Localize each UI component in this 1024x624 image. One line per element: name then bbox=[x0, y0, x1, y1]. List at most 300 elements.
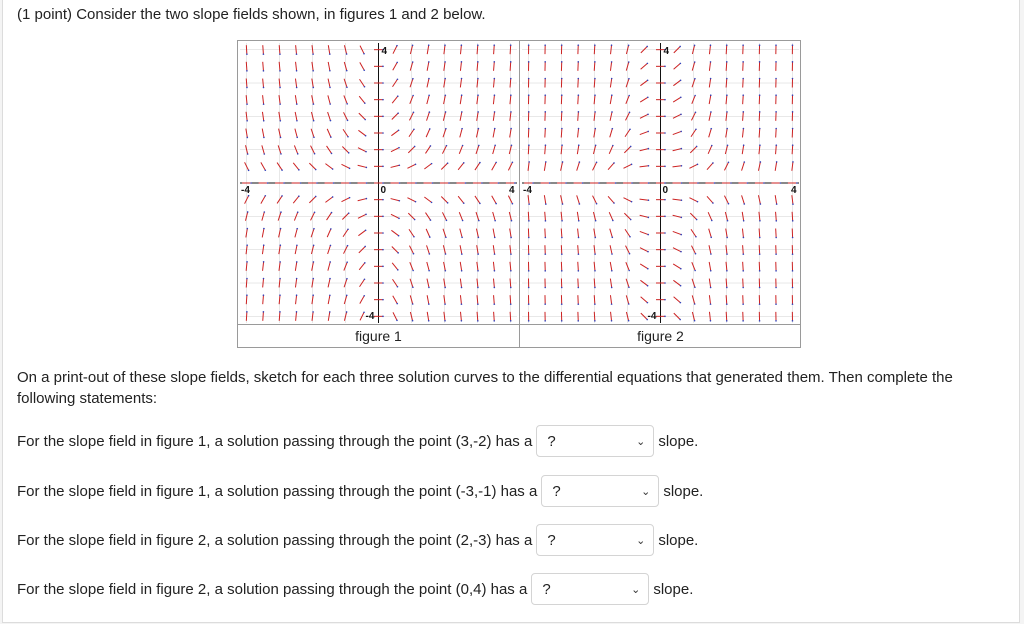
slope-segment-tip bbox=[776, 161, 778, 163]
slope-segment bbox=[359, 96, 365, 103]
slope-segment-tip bbox=[681, 217, 683, 219]
slope-segment-tip bbox=[329, 294, 331, 296]
slope-segment-tip bbox=[695, 236, 697, 238]
slope-segment bbox=[460, 62, 461, 71]
slope-segment-tip bbox=[775, 320, 777, 322]
slope-segment bbox=[528, 145, 529, 154]
slope-segment-tip bbox=[250, 182, 252, 184]
question-1-dropdown[interactable] bbox=[536, 425, 654, 457]
slope-segment-tip bbox=[561, 320, 563, 322]
slope-segment-tip bbox=[611, 111, 613, 113]
slope-segment-tip bbox=[493, 320, 495, 322]
slope-segment-tip bbox=[710, 287, 712, 289]
slope-segment-tip bbox=[280, 211, 282, 213]
slope-segment-tip bbox=[461, 61, 463, 63]
slope-segment-tip bbox=[578, 94, 580, 96]
slope-segment bbox=[510, 245, 511, 254]
slope-segment-tip bbox=[759, 320, 761, 322]
slope-segment-tip bbox=[612, 128, 614, 130]
slope-segment-tip bbox=[510, 320, 512, 322]
slope-segment-tip bbox=[628, 320, 630, 322]
slope-segment bbox=[246, 62, 247, 71]
question-2-text: For the slope field in figure 1, a solution passing through the point (-3,-1) has a bbox=[17, 482, 538, 500]
problem-panel bbox=[2, 0, 1020, 623]
figure-2-caption: figure 2 bbox=[637, 328, 684, 344]
slope-segment bbox=[246, 45, 247, 54]
slope-segment bbox=[709, 95, 711, 104]
slope-segment bbox=[358, 130, 365, 135]
slope-segment-tip bbox=[544, 78, 546, 80]
slope-segment-tip bbox=[664, 166, 666, 168]
slope-segment bbox=[424, 164, 431, 169]
slope-segment-tip bbox=[694, 78, 696, 80]
slope-segment bbox=[577, 162, 580, 171]
slope-segment-tip bbox=[726, 44, 728, 46]
slope-segment-tip bbox=[528, 270, 530, 272]
slope-segment bbox=[477, 79, 478, 88]
question-4-dropdown[interactable] bbox=[531, 573, 649, 605]
slope-segment-tip bbox=[631, 201, 633, 203]
slope-segment-tip bbox=[396, 62, 398, 64]
slope-segment bbox=[360, 62, 364, 70]
slope-segment-tip bbox=[382, 299, 384, 301]
slope-segment-tip bbox=[611, 253, 613, 255]
slope-segment-tip bbox=[246, 294, 248, 296]
slope-segment-tip bbox=[775, 287, 777, 289]
slope-segment-tip bbox=[365, 230, 367, 232]
slope-segment bbox=[477, 295, 478, 304]
slope-segment-tip bbox=[494, 145, 496, 147]
slope-segment-tip bbox=[279, 311, 281, 313]
slope-segment-tip bbox=[330, 228, 332, 230]
slope-segment-tip bbox=[412, 95, 414, 97]
slope-segment-tip bbox=[279, 261, 281, 263]
slope-segment-tip bbox=[680, 131, 682, 133]
chevron-down-icon: ⌄ bbox=[641, 485, 651, 498]
slope-segment-tip bbox=[615, 182, 617, 184]
slope-segment bbox=[295, 229, 297, 238]
slope-segment-tip bbox=[414, 146, 416, 148]
slope-segment bbox=[262, 129, 264, 138]
slope-segment-tip bbox=[461, 128, 463, 130]
slope-segment-tip bbox=[346, 70, 348, 72]
slope-segment-tip bbox=[280, 137, 282, 139]
slope-segment-tip bbox=[280, 244, 282, 246]
slope-segment bbox=[673, 231, 681, 234]
instructions: On a print-out of these slope fields, sketch for each three solution curves to the differential equations that generated them. Then complete the following statements: bbox=[17, 369, 953, 407]
slope-segment-tip bbox=[445, 94, 447, 96]
slope-segment bbox=[279, 279, 280, 288]
slope-segment-tip bbox=[398, 218, 400, 220]
slope-segment-tip bbox=[727, 220, 729, 222]
slope-segment bbox=[742, 162, 745, 171]
slope-segment bbox=[709, 312, 710, 321]
slope-segment bbox=[545, 212, 546, 221]
question-2-dropdown[interactable] bbox=[541, 475, 659, 507]
slope-segment bbox=[295, 95, 296, 104]
slope-segment-tip bbox=[462, 145, 464, 147]
slope-segment-tip bbox=[742, 44, 744, 46]
slope-segment bbox=[578, 229, 579, 238]
slope-segment bbox=[246, 112, 247, 121]
slope-segment bbox=[594, 112, 595, 121]
slope-segment-tip bbox=[711, 145, 713, 147]
slope-segment-tip bbox=[628, 270, 630, 272]
slope-segment bbox=[458, 163, 464, 170]
slope-segment bbox=[709, 229, 712, 238]
slope-segment bbox=[358, 230, 365, 235]
slope-segment bbox=[460, 95, 461, 104]
slope-segment bbox=[493, 262, 494, 271]
slope-segment-tip bbox=[759, 253, 761, 255]
slope-segment-tip bbox=[510, 303, 512, 305]
slope-segment-tip bbox=[561, 128, 563, 130]
slope-segment bbox=[477, 45, 478, 54]
slope-segment-tip bbox=[694, 45, 696, 47]
chevron-down-icon: ⌄ bbox=[636, 435, 646, 448]
slope-segment-tip bbox=[561, 144, 563, 146]
slope-segment-tip bbox=[577, 303, 579, 305]
slope-segment-tip bbox=[494, 253, 496, 255]
slope-segment-tip bbox=[680, 251, 682, 253]
slope-segment-tip bbox=[681, 165, 683, 167]
slope-segment bbox=[510, 312, 511, 321]
slope-segment-tip bbox=[431, 202, 433, 204]
slope-segment-tip bbox=[463, 202, 465, 204]
slope-segment-tip bbox=[561, 237, 563, 239]
slope-segment-tip bbox=[412, 320, 414, 322]
slope-segment-tip bbox=[695, 112, 697, 114]
slope-segment-tip bbox=[647, 251, 649, 253]
slope-segment-tip bbox=[730, 182, 732, 184]
slope-segment bbox=[391, 130, 398, 135]
slope-segment-tip bbox=[248, 170, 250, 172]
slope-segment-tip bbox=[510, 111, 512, 113]
slope-segment bbox=[759, 145, 760, 154]
slope-segment-tip bbox=[364, 119, 366, 121]
slope-segment-tip bbox=[726, 94, 728, 96]
slope-segment-tip bbox=[281, 169, 283, 171]
slope-segment bbox=[610, 279, 611, 288]
slope-segment-tip bbox=[742, 78, 744, 80]
slope-segment-tip bbox=[792, 253, 794, 255]
slope-segment-tip bbox=[296, 137, 298, 139]
slope-segment bbox=[477, 62, 478, 71]
slope-segment-tip bbox=[312, 87, 314, 89]
slope-segment-tip bbox=[445, 270, 447, 272]
slope-segment-tip bbox=[478, 220, 480, 222]
slope-segment-tip bbox=[412, 270, 414, 272]
slope-segment bbox=[391, 199, 400, 201]
slope-segment-tip bbox=[512, 203, 514, 205]
slope-segment bbox=[544, 162, 545, 171]
slope-segment-tip bbox=[664, 82, 666, 84]
slope-segment-tip bbox=[263, 87, 265, 89]
slope-segment-tip bbox=[775, 270, 777, 272]
slope-segment-tip bbox=[280, 153, 282, 155]
slope-segment-tip bbox=[528, 161, 530, 163]
slope-segment-tip bbox=[246, 103, 248, 105]
slope-segment bbox=[610, 295, 611, 304]
slope-segment-tip bbox=[296, 278, 298, 280]
slope-segment-tip bbox=[465, 182, 467, 184]
slope-segment-tip bbox=[728, 203, 730, 205]
slope-segment-tip bbox=[296, 228, 298, 230]
slope-segment-tip bbox=[528, 44, 530, 46]
slope-segment bbox=[262, 112, 263, 121]
slope-segment bbox=[561, 212, 562, 221]
slope-segment-tip bbox=[346, 311, 348, 313]
slope-segment bbox=[261, 196, 265, 204]
slope-segment-tip bbox=[382, 199, 384, 201]
slope-segment-tip bbox=[263, 70, 265, 72]
slope-segment-tip bbox=[544, 303, 546, 305]
slope-segment-tip bbox=[528, 320, 530, 322]
slope-segment-tip bbox=[578, 128, 580, 130]
chevron-down-icon: ⌄ bbox=[631, 583, 641, 596]
slope-segment bbox=[775, 195, 776, 204]
slope-segment-tip bbox=[493, 61, 495, 63]
slope-segment-tip bbox=[776, 203, 778, 205]
slope-segment bbox=[391, 230, 398, 235]
slope-segment-tip bbox=[363, 53, 365, 55]
slope-segment-tip bbox=[680, 234, 682, 236]
chevron-down-icon: ⌄ bbox=[636, 534, 646, 547]
slope-segment bbox=[246, 312, 247, 321]
slope-segment-tip bbox=[792, 287, 794, 289]
slope-segment-tip bbox=[792, 270, 794, 272]
slope-segment-tip bbox=[528, 220, 530, 222]
slope-segment-tip bbox=[514, 182, 516, 184]
slope-segment-tip bbox=[629, 112, 631, 114]
slope-segment bbox=[792, 212, 793, 221]
slope-segment-tip bbox=[728, 162, 730, 164]
slope-segment-tip bbox=[647, 80, 649, 82]
slope-segment bbox=[594, 262, 595, 271]
slope-segment bbox=[743, 245, 744, 254]
slope-segment-tip bbox=[296, 311, 298, 313]
question-3-selected: ? bbox=[547, 531, 556, 549]
slope-segment-tip bbox=[780, 182, 782, 184]
question-3-dropdown[interactable] bbox=[536, 524, 654, 556]
slope-segment-tip bbox=[314, 212, 316, 214]
slope-segment-tip bbox=[347, 245, 349, 247]
slope-segment-tip bbox=[477, 78, 479, 80]
slope-segment bbox=[295, 262, 296, 271]
slope-segment bbox=[594, 295, 595, 304]
slope-segment-tip bbox=[792, 161, 794, 163]
slope-segment-tip bbox=[246, 311, 248, 313]
slope-segment bbox=[673, 199, 682, 200]
slope-segment-tip bbox=[726, 253, 728, 255]
slope-segment-tip bbox=[681, 182, 683, 184]
slope-segment bbox=[493, 229, 495, 238]
slope-segment bbox=[610, 262, 612, 271]
slope-segment-tip bbox=[510, 287, 512, 289]
slope-segment-tip bbox=[246, 278, 248, 280]
slope-segment bbox=[640, 231, 648, 234]
slope-segment-tip bbox=[680, 302, 682, 304]
slope-segment-tip bbox=[364, 246, 366, 248]
slope-segment-tip bbox=[792, 144, 794, 146]
slope-segment-tip bbox=[332, 168, 334, 170]
slope-segment-tip bbox=[382, 149, 384, 151]
slope-segment bbox=[458, 196, 464, 203]
slope-segment-tip bbox=[298, 169, 300, 171]
slope-segment bbox=[578, 95, 579, 104]
slope-segment bbox=[742, 129, 743, 138]
slope-segment-tip bbox=[680, 96, 682, 98]
slope-segment-tip bbox=[712, 162, 714, 164]
problem-intro: (1 point) Consider the two slope fields shown, in figures 1 and 2 below. bbox=[17, 6, 486, 23]
slope-segment-tip bbox=[681, 148, 683, 150]
slope-segment-tip bbox=[346, 261, 348, 263]
slope-segment-tip bbox=[246, 261, 248, 263]
slope-segment-tip bbox=[477, 253, 479, 255]
slope-segment bbox=[641, 63, 648, 69]
slope-segment bbox=[776, 145, 777, 154]
slope-segment-tip bbox=[263, 244, 265, 246]
slope-segment-tip bbox=[647, 302, 649, 304]
slope-segment bbox=[246, 95, 247, 104]
slope-segment bbox=[293, 196, 299, 203]
slope-segment-tip bbox=[461, 303, 463, 305]
slope-segment bbox=[510, 79, 511, 88]
slope-segment-tip bbox=[611, 320, 613, 322]
slope-segment-tip bbox=[628, 95, 630, 97]
slope-segment-tip bbox=[648, 199, 650, 201]
slope-segment bbox=[325, 164, 332, 169]
slope-segment bbox=[610, 62, 611, 71]
slope-segment bbox=[726, 45, 727, 54]
figure-1-cell bbox=[238, 41, 520, 347]
slope-segment bbox=[293, 163, 299, 170]
slope-segment-tip bbox=[279, 278, 281, 280]
slope-segment bbox=[328, 262, 330, 271]
slope-segment bbox=[709, 45, 710, 54]
question-3-text: For the slope field in figure 2, a solution passing through the point (2,-3) has a bbox=[17, 531, 533, 549]
slope-segment bbox=[328, 95, 330, 104]
slope-segment-tip bbox=[477, 44, 479, 46]
slope-segment bbox=[279, 312, 280, 321]
slope-segment-tip bbox=[398, 147, 400, 149]
slope-segment-tip bbox=[648, 182, 650, 184]
slope-segment-tip bbox=[382, 166, 384, 168]
slope-segment-tip bbox=[611, 61, 613, 63]
slope-segment bbox=[726, 279, 727, 288]
slope-segment-tip bbox=[279, 294, 281, 296]
slope-segment-tip bbox=[479, 203, 481, 205]
slope-segment-tip bbox=[448, 182, 450, 184]
slope-segment-tip bbox=[760, 203, 762, 205]
slope-segment bbox=[611, 312, 612, 321]
slope-segment bbox=[709, 295, 710, 304]
question-3-suffix: slope. bbox=[658, 531, 699, 549]
slope-segment-tip bbox=[510, 44, 512, 46]
slope-segment-tip bbox=[680, 80, 682, 82]
slope-segment-tip bbox=[647, 234, 649, 236]
slope-segment-tip bbox=[594, 287, 596, 289]
slope-segment-tip bbox=[428, 287, 430, 289]
slope-segment-tip bbox=[710, 128, 712, 130]
slope-segment-tip bbox=[577, 320, 579, 322]
slope-segment-tip bbox=[578, 111, 580, 113]
question-2-selected: ? bbox=[552, 482, 561, 500]
slope-segment-tip bbox=[246, 87, 248, 89]
slope-segment-tip bbox=[561, 94, 563, 96]
slope-segment-tip bbox=[578, 220, 580, 222]
slope-segment-tip bbox=[296, 294, 298, 296]
slope-segment-tip bbox=[710, 237, 712, 239]
y-min-label: -4 bbox=[365, 311, 375, 322]
slope-segment-tip bbox=[397, 269, 399, 271]
slope-segment-tip bbox=[759, 237, 761, 239]
slope-segment-tip bbox=[478, 237, 480, 239]
slope-segment-tip bbox=[578, 144, 580, 146]
slope-segment-tip bbox=[561, 111, 563, 113]
slope-segment-tip bbox=[412, 61, 414, 63]
slope-segment-tip bbox=[561, 253, 563, 255]
slope-segment-tip bbox=[365, 151, 367, 153]
slope-segment-tip bbox=[612, 237, 614, 239]
slope-segment-tip bbox=[792, 44, 794, 46]
slope-segment bbox=[246, 245, 247, 254]
slope-segment-tip bbox=[279, 53, 281, 55]
slope-segment-tip bbox=[398, 235, 400, 237]
slope-segment-tip bbox=[631, 182, 633, 184]
slope-segment-tip bbox=[681, 199, 683, 201]
slope-segment-tip bbox=[429, 236, 431, 238]
slope-segment bbox=[640, 199, 649, 200]
slope-segment-tip bbox=[346, 278, 348, 280]
slope-segment-tip bbox=[742, 287, 744, 289]
slope-segment-tip bbox=[494, 220, 496, 222]
slope-segment-tip bbox=[382, 249, 384, 251]
slope-segment bbox=[426, 129, 430, 137]
slope-segment-tip bbox=[330, 136, 332, 138]
slope-segment-tip bbox=[759, 303, 761, 305]
slope-segment-tip bbox=[544, 94, 546, 96]
slope-segment-tip bbox=[775, 128, 777, 130]
slope-segment-tip bbox=[792, 61, 794, 63]
slope-segment-tip bbox=[594, 111, 596, 113]
slope-segment-tip bbox=[664, 316, 666, 318]
slope-segment bbox=[707, 196, 713, 203]
slope-segment-tip bbox=[296, 120, 298, 122]
slope-segment-tip bbox=[664, 249, 666, 251]
slope-segment-tip bbox=[428, 44, 430, 46]
slope-segment-tip bbox=[315, 169, 317, 171]
slope-segment bbox=[444, 62, 445, 71]
slope-segment-tip bbox=[545, 203, 547, 205]
slope-segment bbox=[544, 195, 545, 204]
slope-segment-tip bbox=[494, 237, 496, 239]
slope-segment-tip bbox=[510, 253, 512, 255]
slope-segment bbox=[759, 212, 760, 221]
slope-segment bbox=[493, 279, 494, 288]
slope-segment bbox=[743, 262, 744, 271]
slope-segment-tip bbox=[528, 237, 530, 239]
slope-segment bbox=[743, 112, 744, 121]
slope-segment bbox=[328, 62, 330, 71]
slope-segment-tip bbox=[313, 245, 315, 247]
slope-segment-tip bbox=[648, 217, 650, 219]
slope-segment bbox=[545, 145, 546, 154]
slope-segment-tip bbox=[759, 61, 761, 63]
slope-segment bbox=[640, 97, 648, 102]
slope-segment-tip bbox=[477, 320, 479, 322]
slope-segment-tip bbox=[726, 111, 728, 113]
